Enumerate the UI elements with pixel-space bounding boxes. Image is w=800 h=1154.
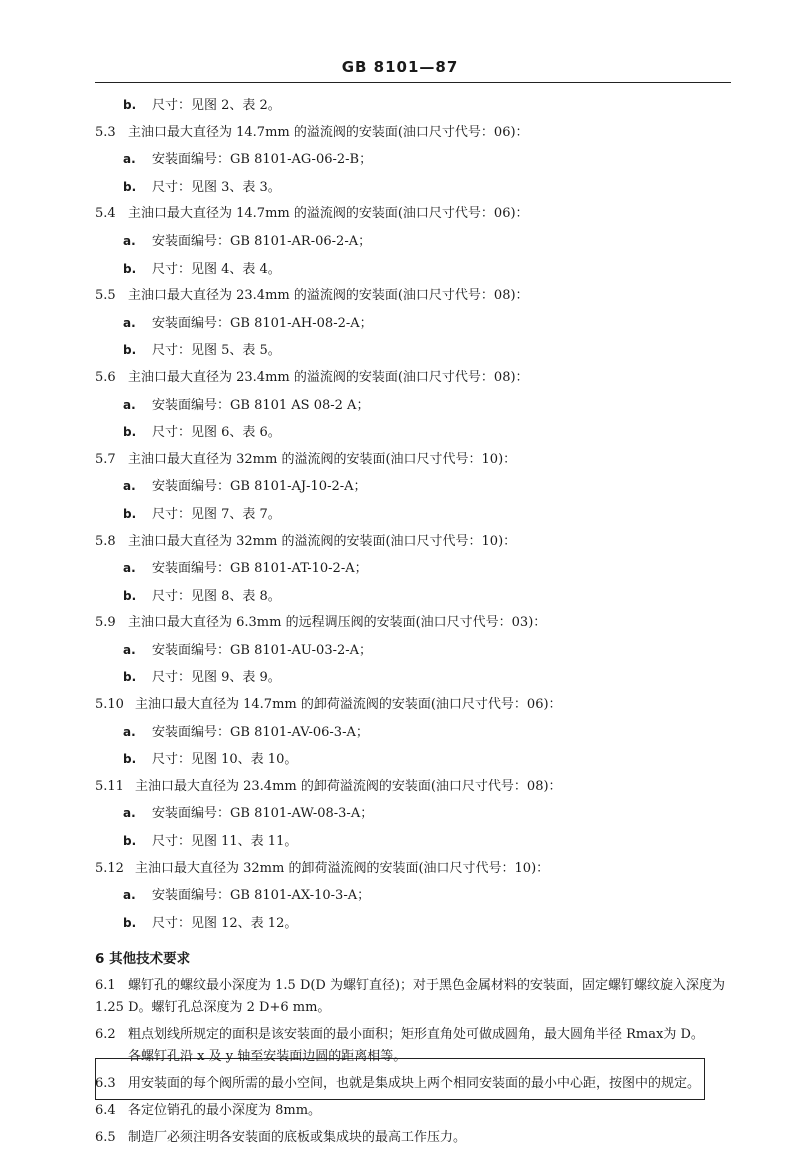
list-item — [95, 910, 735, 938]
section-text: 主油口最大直径为 23.4mm 的溢流阀的安装面(油口尺寸代号：08)： — [128, 369, 529, 385]
item-label: b. — [123, 506, 137, 521]
section-number: 5.5 — [95, 288, 116, 304]
section-title — [95, 856, 735, 883]
section-title — [95, 774, 735, 801]
item-label: a. — [123, 315, 136, 330]
item-text: 安装面编号：GB 8101 AS 08-2 A； — [152, 397, 370, 413]
section-title — [95, 447, 735, 474]
section-title — [95, 365, 735, 392]
item-text: 安装面编号：GB 8101-AJ-10-2-A； — [152, 479, 367, 495]
item-text: 安装面编号：GB 8101-AR-06-2-A； — [152, 233, 372, 249]
item-label: a. — [123, 233, 136, 248]
section-text: 主油口最大直径为 14.7mm 的溢流阀的安装面(油口尺寸代号：06)： — [128, 124, 529, 140]
item-label: b. — [123, 179, 137, 194]
section-title — [95, 201, 735, 228]
item-text: 安装面编号：GB 8101-AG-06-2-B； — [152, 152, 373, 168]
item-label: a. — [123, 806, 136, 821]
item-text: 尺寸：见图 8、表 8。 — [152, 588, 281, 604]
item-label: b. — [123, 834, 137, 849]
requirement-number: 6.1 — [95, 978, 116, 994]
list-item — [95, 146, 735, 174]
item-text: 尺寸：见图 4、表 4。 — [152, 261, 281, 277]
list-item — [95, 310, 735, 338]
item-label: b. — [123, 261, 137, 276]
requirement-number: 6.5 — [95, 1130, 116, 1146]
section-title — [95, 120, 735, 147]
item-label: a. — [123, 642, 136, 657]
list-item — [95, 664, 735, 692]
list-item — [95, 800, 735, 828]
requirement-text: 粗点划线所规定的面积是该安装面的最小面积；矩形直角处可做成圆角，最大圆角半径 Rmax为 D。 — [128, 1027, 704, 1043]
item-label: b. — [123, 915, 137, 930]
requirement-item — [95, 1100, 735, 1122]
list-item — [95, 828, 735, 856]
section-text: 主油口最大直径为 32mm 的溢流阀的安装面(油口尺寸代号：10)： — [128, 451, 517, 467]
item-text: 尺寸：见图 9、表 9。 — [152, 670, 281, 686]
item-label: a. — [123, 479, 136, 494]
list-item — [95, 583, 735, 611]
section-title — [95, 692, 735, 719]
list-item — [95, 882, 735, 910]
requirement-item — [95, 1127, 735, 1149]
item-label: a. — [123, 724, 136, 739]
requirement-text: 螺钉孔的螺纹最小深度为 1.5 D(D 为螺钉直径)；对于黑色金属材料的安装面，固定螺钉螺纹旋入深度为 1.25 D。螺钉孔总深度为 2 D+6 mm。 — [95, 978, 726, 1016]
item-text: 尺寸：见图 3、表 3。 — [152, 179, 281, 195]
section-number: 5.11 — [95, 778, 124, 794]
item-text: 尺寸：见图 12、表 12。 — [152, 915, 298, 931]
document-body — [95, 92, 735, 1154]
list-item — [95, 256, 735, 284]
section-text: 主油口最大直径为 23.4mm 的卸荷溢流阀的安装面(油口尺寸代号：08)： — [135, 778, 562, 794]
section-number: 5.9 — [95, 615, 116, 631]
list-item — [95, 501, 735, 529]
item-text: 安装面编号：GB 8101-AW-08-3-A； — [152, 806, 374, 822]
item-text: 尺寸：见图 5、表 5。 — [152, 343, 281, 359]
section-title — [95, 529, 735, 556]
list-item — [95, 392, 735, 420]
item-label: a. — [123, 152, 136, 167]
requirement-text: 用安装面的每个阀所需的最小空间，也就是集成块上两个相同安装面的最小中心距，按图中的规定。 — [128, 1076, 701, 1092]
section-text: 主油口最大直径为 23.4mm 的溢流阀的安装面(油口尺寸代号：08)： — [128, 288, 529, 304]
item-text: 尺寸：见图 2、表 2。 — [152, 98, 281, 113]
section-number: 5.8 — [95, 533, 116, 549]
list-item — [95, 719, 735, 747]
item-label: b. — [123, 588, 137, 603]
item-label: b. — [123, 98, 137, 112]
item-text: 尺寸：见图 10、表 10。 — [152, 752, 298, 768]
item-text: 安装面编号：GB 8101-AV-06-3-A； — [152, 724, 369, 740]
section-title — [95, 283, 735, 310]
requirement-text: 制造厂必须注明各安装面的底板或集成块的最高工作压力。 — [128, 1130, 467, 1146]
requirement-number: 6.2 — [95, 1027, 116, 1043]
item-text: 尺寸：见图 7、表 7。 — [152, 506, 281, 522]
section-number: 5.7 — [95, 451, 116, 467]
list-item — [95, 228, 735, 256]
item-label: a. — [123, 397, 136, 412]
item-text: 安装面编号：GB 8101-AT-10-2-A； — [152, 561, 368, 577]
requirement-number: 6.4 — [95, 1103, 116, 1119]
list-item — [95, 473, 735, 501]
section-text: 主油口最大直径为 6.3mm 的远程调压阀的安装面(油口尺寸代号：03)： — [128, 615, 547, 631]
item-label: b. — [123, 670, 137, 685]
item-label: a. — [123, 888, 136, 903]
section-number: 5.3 — [95, 124, 116, 140]
section-text: 主油口最大直径为 14.7mm 的溢流阀的安装面(油口尺寸代号：06)： — [128, 206, 529, 222]
section-title — [95, 610, 735, 637]
requirement-number: 6.3 — [95, 1076, 116, 1092]
section-number: 5.10 — [95, 697, 124, 713]
list-item — [95, 337, 735, 365]
section-number: 5.12 — [95, 860, 124, 876]
requirement-continuation: 各螺钉孔沿 x 及 y 轴至安装面边圆的距离相等。 — [128, 1049, 407, 1065]
list-item — [95, 419, 735, 447]
footer-frame — [95, 1058, 705, 1100]
list-item — [95, 92, 735, 120]
chapter-heading: 6 其他技术要求 — [95, 951, 191, 968]
item-text: 安装面编号：GB 8101-AX-10-3-A； — [152, 888, 371, 904]
document-header: GB 8101—87 — [341, 58, 459, 76]
item-label: b. — [123, 752, 137, 767]
section-text: 主油口最大直径为 32mm 的卸荷溢流阀的安装面(油口尺寸代号：10)： — [135, 860, 550, 876]
section-number: 5.4 — [95, 206, 116, 222]
list-item — [95, 174, 735, 202]
item-label: b. — [123, 343, 137, 358]
item-text: 尺寸：见图 6、表 6。 — [152, 425, 281, 441]
header-rule — [95, 82, 731, 83]
list-item — [95, 555, 735, 583]
section-text: 主油口最大直径为 32mm 的溢流阀的安装面(油口尺寸代号：10)： — [128, 533, 517, 549]
section-number: 5.6 — [95, 369, 116, 385]
item-text: 尺寸：见图 11、表 11。 — [152, 834, 298, 850]
item-text: 安装面编号：GB 8101-AU-03-2-A； — [152, 642, 373, 658]
section-text: 主油口最大直径为 14.7mm 的卸荷溢流阀的安装面(油口尺寸代号：06)： — [135, 697, 562, 713]
list-item — [95, 746, 735, 774]
item-label: a. — [123, 561, 136, 576]
item-text: 安装面编号：GB 8101-AH-08-2-A； — [152, 315, 373, 331]
requirement-item — [95, 975, 735, 1019]
requirement-text: 各定位销孔的最小深度为 8mm。 — [128, 1103, 322, 1119]
item-label: b. — [123, 425, 137, 440]
section-list — [95, 120, 735, 938]
list-item — [95, 637, 735, 665]
